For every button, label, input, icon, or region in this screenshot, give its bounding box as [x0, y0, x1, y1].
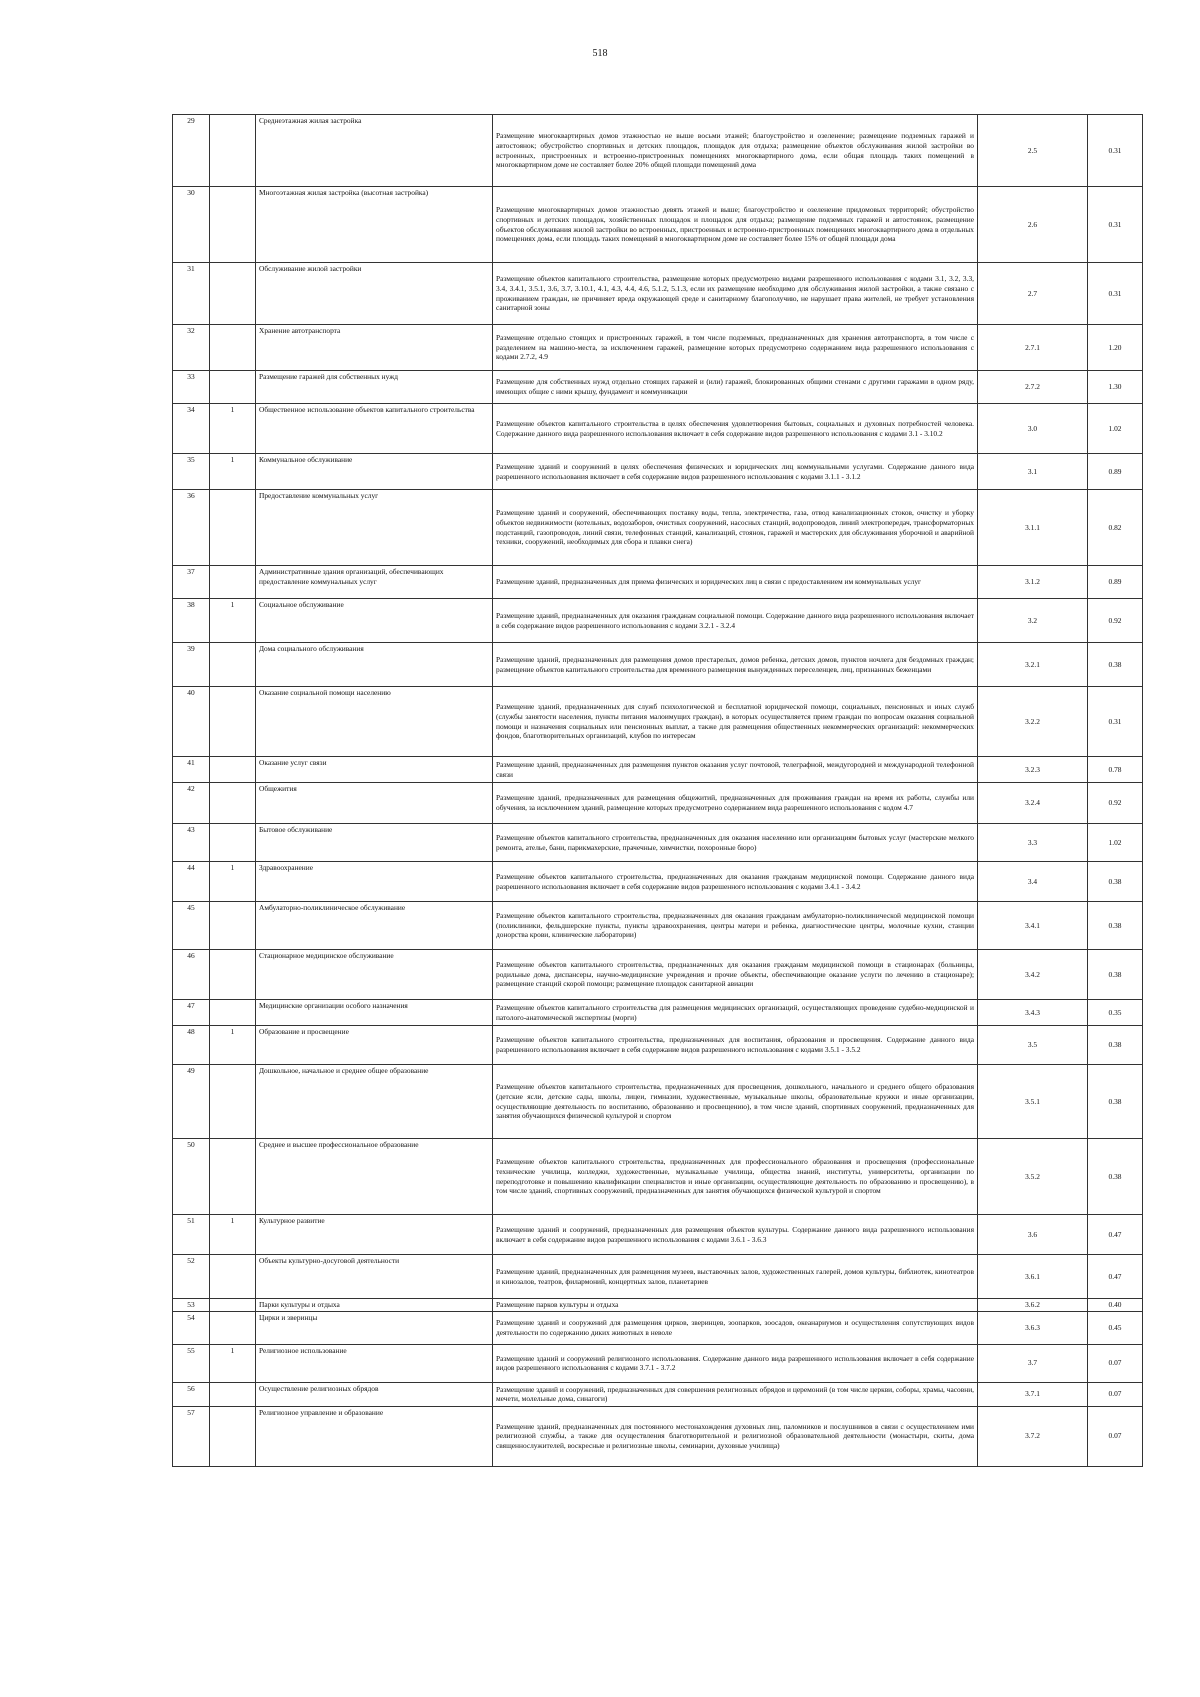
- use-name: Религиозное использование: [256, 1344, 493, 1382]
- use-description: Размещение зданий и сооружений, предназначенных для размещения объектов культуры. Содержание данного вида разрешенного использования включает в себя содержание видов разрешенного использования с кодами 3.6.1 - 3.6.3: [493, 1215, 978, 1255]
- row-number: 46: [173, 950, 210, 1000]
- row-number: 33: [173, 371, 210, 404]
- use-name: Административные здания организаций, обеспечивающих предоставление коммунальных услуг: [256, 566, 493, 599]
- use-coefficient: 0.38: [1088, 643, 1143, 687]
- use-code: 2.6: [978, 187, 1088, 263]
- table-row: [173, 490, 1143, 566]
- row-level: 1: [210, 862, 256, 902]
- row-number: 31: [173, 263, 210, 325]
- row-number: 36: [173, 490, 210, 566]
- use-name: Обслуживание жилой застройки: [256, 263, 493, 325]
- use-coefficient: 0.31: [1088, 687, 1143, 757]
- table-row: [173, 1000, 1143, 1026]
- row-level: [210, 566, 256, 599]
- use-description: Размещение зданий, предназначенных для постоянного местонахождения духовных лиц, паломников и послушников в связи с осуществлением ими религиозной службы, а также для осуществления благотворительной и религиозной образовательной деятельности (монастыри, скиты, дома священнослужителей, воскресные и религиозные школы, семинарии, духовные училища): [493, 1406, 978, 1466]
- table-row: [173, 263, 1143, 325]
- use-name: Цирки и зверинцы: [256, 1311, 493, 1344]
- row-level: [210, 783, 256, 824]
- table-row: [173, 902, 1143, 950]
- row-number: 42: [173, 783, 210, 824]
- use-description: Размещение объектов капитального строительства в целях обеспечения удовлетворения бытовых, социальных и духовных потребностей человека. Содержание данного вида разрешенного использования включает в себя содержание видов разрешенного использования с кодами 3.1 - 3.10.2: [493, 404, 978, 454]
- row-number: 32: [173, 325, 210, 371]
- use-description: Размещение зданий, предназначенных для размещения общежитий, предназначенных для проживания граждан на время их работы, службы или обучения, за исключением зданий, размещение которых предусмотрено содержанием вида разрешенного использования с кодом 4.7: [493, 783, 978, 824]
- table-row: [173, 824, 1143, 862]
- row-number: 55: [173, 1344, 210, 1382]
- use-description: Размещение зданий, предназначенных для размещения домов престарелых, домов ребенка, детских домов, пунктов ночлега для бездомных граждан; размещение объектов капитального строительства для временного размещения вынужденных переселенцев, лиц, признанных беженцами: [493, 643, 978, 687]
- use-description: Размещение для собственных нужд отдельно стоящих гаражей и (или) гаражей, блокированных общими стенами с другими гаражами в одном ряду, имеющих общие с ними крышу, фундамент и коммуникации: [493, 371, 978, 404]
- table-row: [173, 757, 1143, 783]
- use-name: Медицинские организации особого назначения: [256, 1000, 493, 1026]
- use-description: Размещение парков культуры и отдыха: [493, 1299, 978, 1312]
- use-description: Размещение объектов капитального строительства, предназначенных для оказания гражданам медицинской помощи в стационарах (больницы, родильные дома, диспансеры, научно-медицинские учреждения и прочие объекты, обеспечивающие оказание услуги по лечению в стационаре); размещение станций скорой помощи; размещение площадок санитарной авиации: [493, 950, 978, 1000]
- row-level: [210, 325, 256, 371]
- row-level: [210, 757, 256, 783]
- use-name: Оказание социальной помощи населению: [256, 687, 493, 757]
- use-coefficient: 0.07: [1088, 1344, 1143, 1382]
- use-code: 3.2.1: [978, 643, 1088, 687]
- use-description: Размещение зданий и сооружений, обеспечивающих поставку воды, тепла, электричества, газа, отвод канализационных стоков, очистку и уборку объектов недвижимости (котельных, водозаборов, очистных сооружений, насосных станций, водопроводов, линий электропередач, трансформаторных подстанций, газопроводов, линий связи, телефонных станций, канализаций, стоянок, гаражей и мастерских для обслуживания уборочной и аварийной техники, сооружений, необходимых для сбора и плавки снега): [493, 490, 978, 566]
- use-description: Размещение объектов капитального строительства, предназначенных для оказания гражданам амбулаторно-поликлинической медицинской помощи (поликлиники, фельдшерские пункты, пункты здравоохранения, центры матери и ребенка, диагностические центры, молочные кухни, станции донорства крови, клинические лаборатории): [493, 902, 978, 950]
- table-row: [173, 371, 1143, 404]
- use-description: Размещение зданий, предназначенных для размещения музеев, выставочных залов, художественных галерей, домов культуры, библиотек, кинотеатров и кинозалов, театров, филармоний, концертных залов, планетариев: [493, 1255, 978, 1299]
- use-coefficient: 0.38: [1088, 1026, 1143, 1065]
- table-row: [173, 1065, 1143, 1139]
- use-coefficient: 0.35: [1088, 1000, 1143, 1026]
- use-coefficient: 0.38: [1088, 1139, 1143, 1215]
- row-number: 38: [173, 599, 210, 643]
- row-number: 53: [173, 1299, 210, 1312]
- row-number: 41: [173, 757, 210, 783]
- use-description: Размещение многоквартирных домов этажностью девять этажей и выше; благоустройство и озеленение придомовых территорий; обустройство спортивных и детских площадок, хозяйственных площадок и площадок для отдыха; размещение подземных гаражей и автостоянок, размещение объектов обслуживания жилой застройки во встроенных, пристроенных и встроенно-пристроенных помещениях многоквартирного дома в отдельных помещениях дома, если площадь таких помещений в многоквартирном доме не составляет более 15% от общей площади дома: [493, 187, 978, 263]
- row-number: 54: [173, 1311, 210, 1344]
- use-name: Образование и просвещение: [256, 1026, 493, 1065]
- table-row: [173, 1344, 1143, 1382]
- use-name: Хранение автотранспорта: [256, 325, 493, 371]
- use-code: 2.7.1: [978, 325, 1088, 371]
- row-number: 52: [173, 1255, 210, 1299]
- use-code: 3.6: [978, 1215, 1088, 1255]
- use-code: 3.2.4: [978, 783, 1088, 824]
- row-level: [210, 950, 256, 1000]
- table-row: [173, 454, 1143, 490]
- table-row: [173, 115, 1143, 187]
- table-row: [173, 862, 1143, 902]
- row-level: [210, 824, 256, 862]
- row-number: 48: [173, 1026, 210, 1065]
- use-name: Культурное развитие: [256, 1215, 493, 1255]
- row-number: 56: [173, 1382, 210, 1406]
- table-row: [173, 187, 1143, 263]
- use-coefficient: 0.07: [1088, 1382, 1143, 1406]
- use-description: Размещение зданий и сооружений религиозного использования. Содержание данного вида разрешенного использования включает в себя содержание видов разрешенного использования с кодами 3.7.1 - 3.7.2: [493, 1344, 978, 1382]
- use-code: 3.7.1: [978, 1382, 1088, 1406]
- use-description: Размещение объектов капитального строительства, предназначенных для профессионального образования и просвещения (профессиональные технические училища, колледжи, художественные, музыкальные училища, общества знаний, институты, университеты, организации по переподготовке и повышению квалификации специалистов и иные организации, осуществляющие деятельность по образованию и просвещению), в том числе зданий, спортивных сооружений, предназначенных для занятия обучающихся физической культурой и спортом: [493, 1139, 978, 1215]
- table-row: [173, 643, 1143, 687]
- table-body: [173, 115, 1143, 1467]
- use-name: Среднее и высшее профессиональное образование: [256, 1139, 493, 1215]
- row-number: 37: [173, 566, 210, 599]
- use-code: 3.5: [978, 1026, 1088, 1065]
- table-row: [173, 1139, 1143, 1215]
- use-name: Социальное обслуживание: [256, 599, 493, 643]
- use-name: Здравоохранение: [256, 862, 493, 902]
- table-row: [173, 1382, 1143, 1406]
- row-number: 39: [173, 643, 210, 687]
- use-coefficient: 0.47: [1088, 1255, 1143, 1299]
- use-code: 3.1.2: [978, 566, 1088, 599]
- use-coefficient: 0.31: [1088, 187, 1143, 263]
- use-coefficient: 0.89: [1088, 566, 1143, 599]
- row-level: [210, 1000, 256, 1026]
- use-coefficient: 0.07: [1088, 1406, 1143, 1466]
- use-code: 2.5: [978, 115, 1088, 187]
- use-code: 3.6.3: [978, 1311, 1088, 1344]
- row-number: 47: [173, 1000, 210, 1026]
- use-code: 3.3: [978, 824, 1088, 862]
- row-number: 57: [173, 1406, 210, 1466]
- row-level: 1: [210, 1215, 256, 1255]
- use-coefficient: 1.30: [1088, 371, 1143, 404]
- use-code: 3.2.2: [978, 687, 1088, 757]
- use-coefficient: 0.47: [1088, 1215, 1143, 1255]
- row-level: [210, 1299, 256, 1312]
- use-description: Размещение зданий и сооружений для размещения цирков, зверинцев, зоопарков, зоосадов, океанариумов и осуществления сопутствующих видов деятельности по содержанию диких животных в неволе: [493, 1311, 978, 1344]
- row-level: [210, 902, 256, 950]
- row-number: 40: [173, 687, 210, 757]
- row-level: [210, 1311, 256, 1344]
- row-level: [210, 115, 256, 187]
- row-number: 49: [173, 1065, 210, 1139]
- use-code: 3.4.1: [978, 902, 1088, 950]
- use-name: Дошкольное, начальное и среднее общее образование: [256, 1065, 493, 1139]
- use-coefficient: 0.82: [1088, 490, 1143, 566]
- row-level: [210, 1406, 256, 1466]
- row-level: [210, 643, 256, 687]
- row-number: 45: [173, 902, 210, 950]
- row-level: [210, 371, 256, 404]
- use-code: 2.7: [978, 263, 1088, 325]
- use-coefficient: 0.40: [1088, 1299, 1143, 1312]
- use-code: 3.5.2: [978, 1139, 1088, 1215]
- use-coefficient: 1.02: [1088, 404, 1143, 454]
- row-level: [210, 1255, 256, 1299]
- table-row: [173, 1299, 1143, 1312]
- use-name: Общественное использование объектов капитального строительства: [256, 404, 493, 454]
- row-level: [210, 687, 256, 757]
- use-code: 3.4.2: [978, 950, 1088, 1000]
- row-level: [210, 1065, 256, 1139]
- row-number: 43: [173, 824, 210, 862]
- use-code: 3.1: [978, 454, 1088, 490]
- use-name: Стационарное медицинское обслуживание: [256, 950, 493, 1000]
- use-description: Размещение зданий и сооружений в целях обеспечения физических и юридических лиц коммунальными услугами. Содержание данного вида разрешенного использования включает в себя содержание видов разрешенного использования с кодами 3.1.1 - 3.1.2: [493, 454, 978, 490]
- use-coefficient: 0.89: [1088, 454, 1143, 490]
- use-coefficient: 0.38: [1088, 950, 1143, 1000]
- use-description: Размещение объектов капитального строительства, предназначенных для просвещения, дошкольного, начального и среднего общего образования (детские ясли, детские сады, школы, лицеи, гимназии, художественные, музыкальные школы, образовательные кружки и иные организации, осуществляющие деятельность по воспитанию, образованию и просвещению), в том числе зданий, спортивных сооружений, предназначенных для занятия обучающихся физической культурой и спортом: [493, 1065, 978, 1139]
- row-number: 35: [173, 454, 210, 490]
- use-coefficient: 0.38: [1088, 902, 1143, 950]
- row-level: 1: [210, 404, 256, 454]
- use-code: 3.1.1: [978, 490, 1088, 566]
- use-description: Размещение зданий, предназначенных для размещения пунктов оказания услуг почтовой, телеграфной, междугородней и международной телефонной связи: [493, 757, 978, 783]
- row-level: [210, 187, 256, 263]
- use-coefficient: 1.20: [1088, 325, 1143, 371]
- use-code: 3.4: [978, 862, 1088, 902]
- row-level: 1: [210, 1026, 256, 1065]
- use-name: Бытовое обслуживание: [256, 824, 493, 862]
- table-row: [173, 566, 1143, 599]
- use-description: Размещение отдельно стоящих и пристроенных гаражей, в том числе подземных, предназначенных для хранения автотранспорта, в том числе с разделением на машино-места, за исключением гаражей, размещение которых предусмотрено содержанием вида разрешенного использования с кодами 2.7.2, 4.9: [493, 325, 978, 371]
- use-name: Религиозное управление и образование: [256, 1406, 493, 1466]
- use-code: 3.2: [978, 599, 1088, 643]
- use-description: Размещение объектов капитального строительства, предназначенных для воспитания, образования и просвещения. Содержание данного вида разрешенного использования включает в себя содержание видов разрешенного использования с кодами 3.5.1 - 3.5.2: [493, 1026, 978, 1065]
- use-description: Размещение зданий, предназначенных для служб психологической и бесплатной юридической помощи, социальных, пенсионных и иных служб (службы занятости населения, пункты питания малоимущих граждан), в которых осуществляется прием граждан по вопросам оказания социальной помощи и назначения социальных или пенсионных выплат, а также для размещения общественных некоммерческих организаций: некоммерческих фондов, благотворительных организаций, клубов по интересам: [493, 687, 978, 757]
- use-coefficient: 0.78: [1088, 757, 1143, 783]
- use-name: Общежития: [256, 783, 493, 824]
- use-name: Коммунальное обслуживание: [256, 454, 493, 490]
- use-description: Размещение объектов капитального строительства, предназначенных для оказания гражданам медицинской помощи. Содержание данного вида разрешенного использования включает в себя содержание видов разрешенного использования с кодами 3.4.1 - 3.4.2: [493, 862, 978, 902]
- use-name: Предоставление коммунальных услуг: [256, 490, 493, 566]
- use-description: Размещение зданий, предназначенных для оказания гражданам социальной помощи. Содержание данного вида разрешенного использования включает в себя содержание видов разрешенного использования с кодами 3.2.1 - 3.2.4: [493, 599, 978, 643]
- table-row: [173, 599, 1143, 643]
- use-description: Размещение многоквартирных домов этажностью не выше восьми этажей; благоустройство и озеленение; размещение подземных гаражей и автостоянок; обустройство спортивных и детских площадок, площадок для отдыха; размещение объектов обслуживания жилой застройки во встроенных, пристроенных и встроенно-пристроенных помещениях многоквартирного дома, если общая площадь таких помещений в многоквартирном доме не составляет более 20% общей площади помещений дома: [493, 115, 978, 187]
- use-description: Размещение зданий и сооружений, предназначенных для совершения религиозных обрядов и церемоний (в том числе церкви, соборы, храмы, часовни, мечети, молельные дома, синагоги): [493, 1382, 978, 1406]
- use-coefficient: 0.31: [1088, 115, 1143, 187]
- row-number: 44: [173, 862, 210, 902]
- use-coefficient: 0.38: [1088, 1065, 1143, 1139]
- use-description: Размещение объектов капитального строительства для размещения медицинских организаций, осуществляющих проведение судебно-медицинской и патолого-анатомической экспертизы (морги): [493, 1000, 978, 1026]
- use-name: Объекты культурно-досуговой деятельности: [256, 1255, 493, 1299]
- use-code: 3.0: [978, 404, 1088, 454]
- use-name: Дома социального обслуживания: [256, 643, 493, 687]
- use-code: 3.4.3: [978, 1000, 1088, 1026]
- use-description: Размещение объектов капитального строительства, размещение которых предусмотрено видами разрешенного использования с кодами 3.1, 3.2, 3.3, 3.4, 3.4.1, 3.5.1, 3.6, 3.7, 3.10.1, 4.1, 4.3, 4.4, 4.6, 5.1.2, 5.1.3, если их размещение необходимо для обслуживания жилой застройки, а также связано с проживанием граждан, не причиняет вреда окружающей среде и санитарному благополучию, не нарушает права жителей, не требует установления санитарной зоны: [493, 263, 978, 325]
- table-row: [173, 950, 1143, 1000]
- row-number: 51: [173, 1215, 210, 1255]
- row-level: 1: [210, 1344, 256, 1382]
- land-use-table: [172, 114, 1143, 1467]
- table-row: [173, 404, 1143, 454]
- row-level: 1: [210, 454, 256, 490]
- table-row: [173, 1215, 1143, 1255]
- use-name: Размещение гаражей для собственных нужд: [256, 371, 493, 404]
- use-coefficient: 0.92: [1088, 599, 1143, 643]
- row-number: 50: [173, 1139, 210, 1215]
- use-code: 3.6.1: [978, 1255, 1088, 1299]
- use-code: 3.6.2: [978, 1299, 1088, 1312]
- use-coefficient: 1.02: [1088, 824, 1143, 862]
- use-name: Амбулаторно-поликлиническое обслуживание: [256, 902, 493, 950]
- table-row: [173, 1311, 1143, 1344]
- use-code: 3.7.2: [978, 1406, 1088, 1466]
- row-level: [210, 1382, 256, 1406]
- use-code: 3.7: [978, 1344, 1088, 1382]
- use-name: Осуществление религиозных обрядов: [256, 1382, 493, 1406]
- use-code: 2.7.2: [978, 371, 1088, 404]
- use-description: Размещение объектов капитального строительства, предназначенных для оказания населению или организациям бытовых услуг (мастерские мелкого ремонта, ателье, бани, парикмахерские, прачечные, химчистки, похоронные бюро): [493, 824, 978, 862]
- use-name: Многоэтажная жилая застройка (высотная застройка): [256, 187, 493, 263]
- use-name: Оказание услуг связи: [256, 757, 493, 783]
- use-code: 3.2.3: [978, 757, 1088, 783]
- row-number: 34: [173, 404, 210, 454]
- table-row: [173, 1406, 1143, 1466]
- table-row: [173, 1255, 1143, 1299]
- row-level: [210, 490, 256, 566]
- use-coefficient: 0.92: [1088, 783, 1143, 824]
- row-level: [210, 263, 256, 325]
- row-level: 1: [210, 599, 256, 643]
- use-code: 3.5.1: [978, 1065, 1088, 1139]
- table-row: [173, 783, 1143, 824]
- table-row: [173, 325, 1143, 371]
- page-number: 518: [592, 48, 608, 59]
- row-number: 30: [173, 187, 210, 263]
- use-coefficient: 0.45: [1088, 1311, 1143, 1344]
- use-name: Среднеэтажная жилая застройка: [256, 115, 493, 187]
- use-coefficient: 0.31: [1088, 263, 1143, 325]
- table-row: [173, 1026, 1143, 1065]
- use-description: Размещение зданий, предназначенных для приема физических и юридических лиц в связи с предоставлением им коммунальных услуг: [493, 566, 978, 599]
- table-row: [173, 687, 1143, 757]
- row-level: [210, 1139, 256, 1215]
- use-name: Парки культуры и отдыха: [256, 1299, 493, 1312]
- row-number: 29: [173, 115, 210, 187]
- use-coefficient: 0.38: [1088, 862, 1143, 902]
